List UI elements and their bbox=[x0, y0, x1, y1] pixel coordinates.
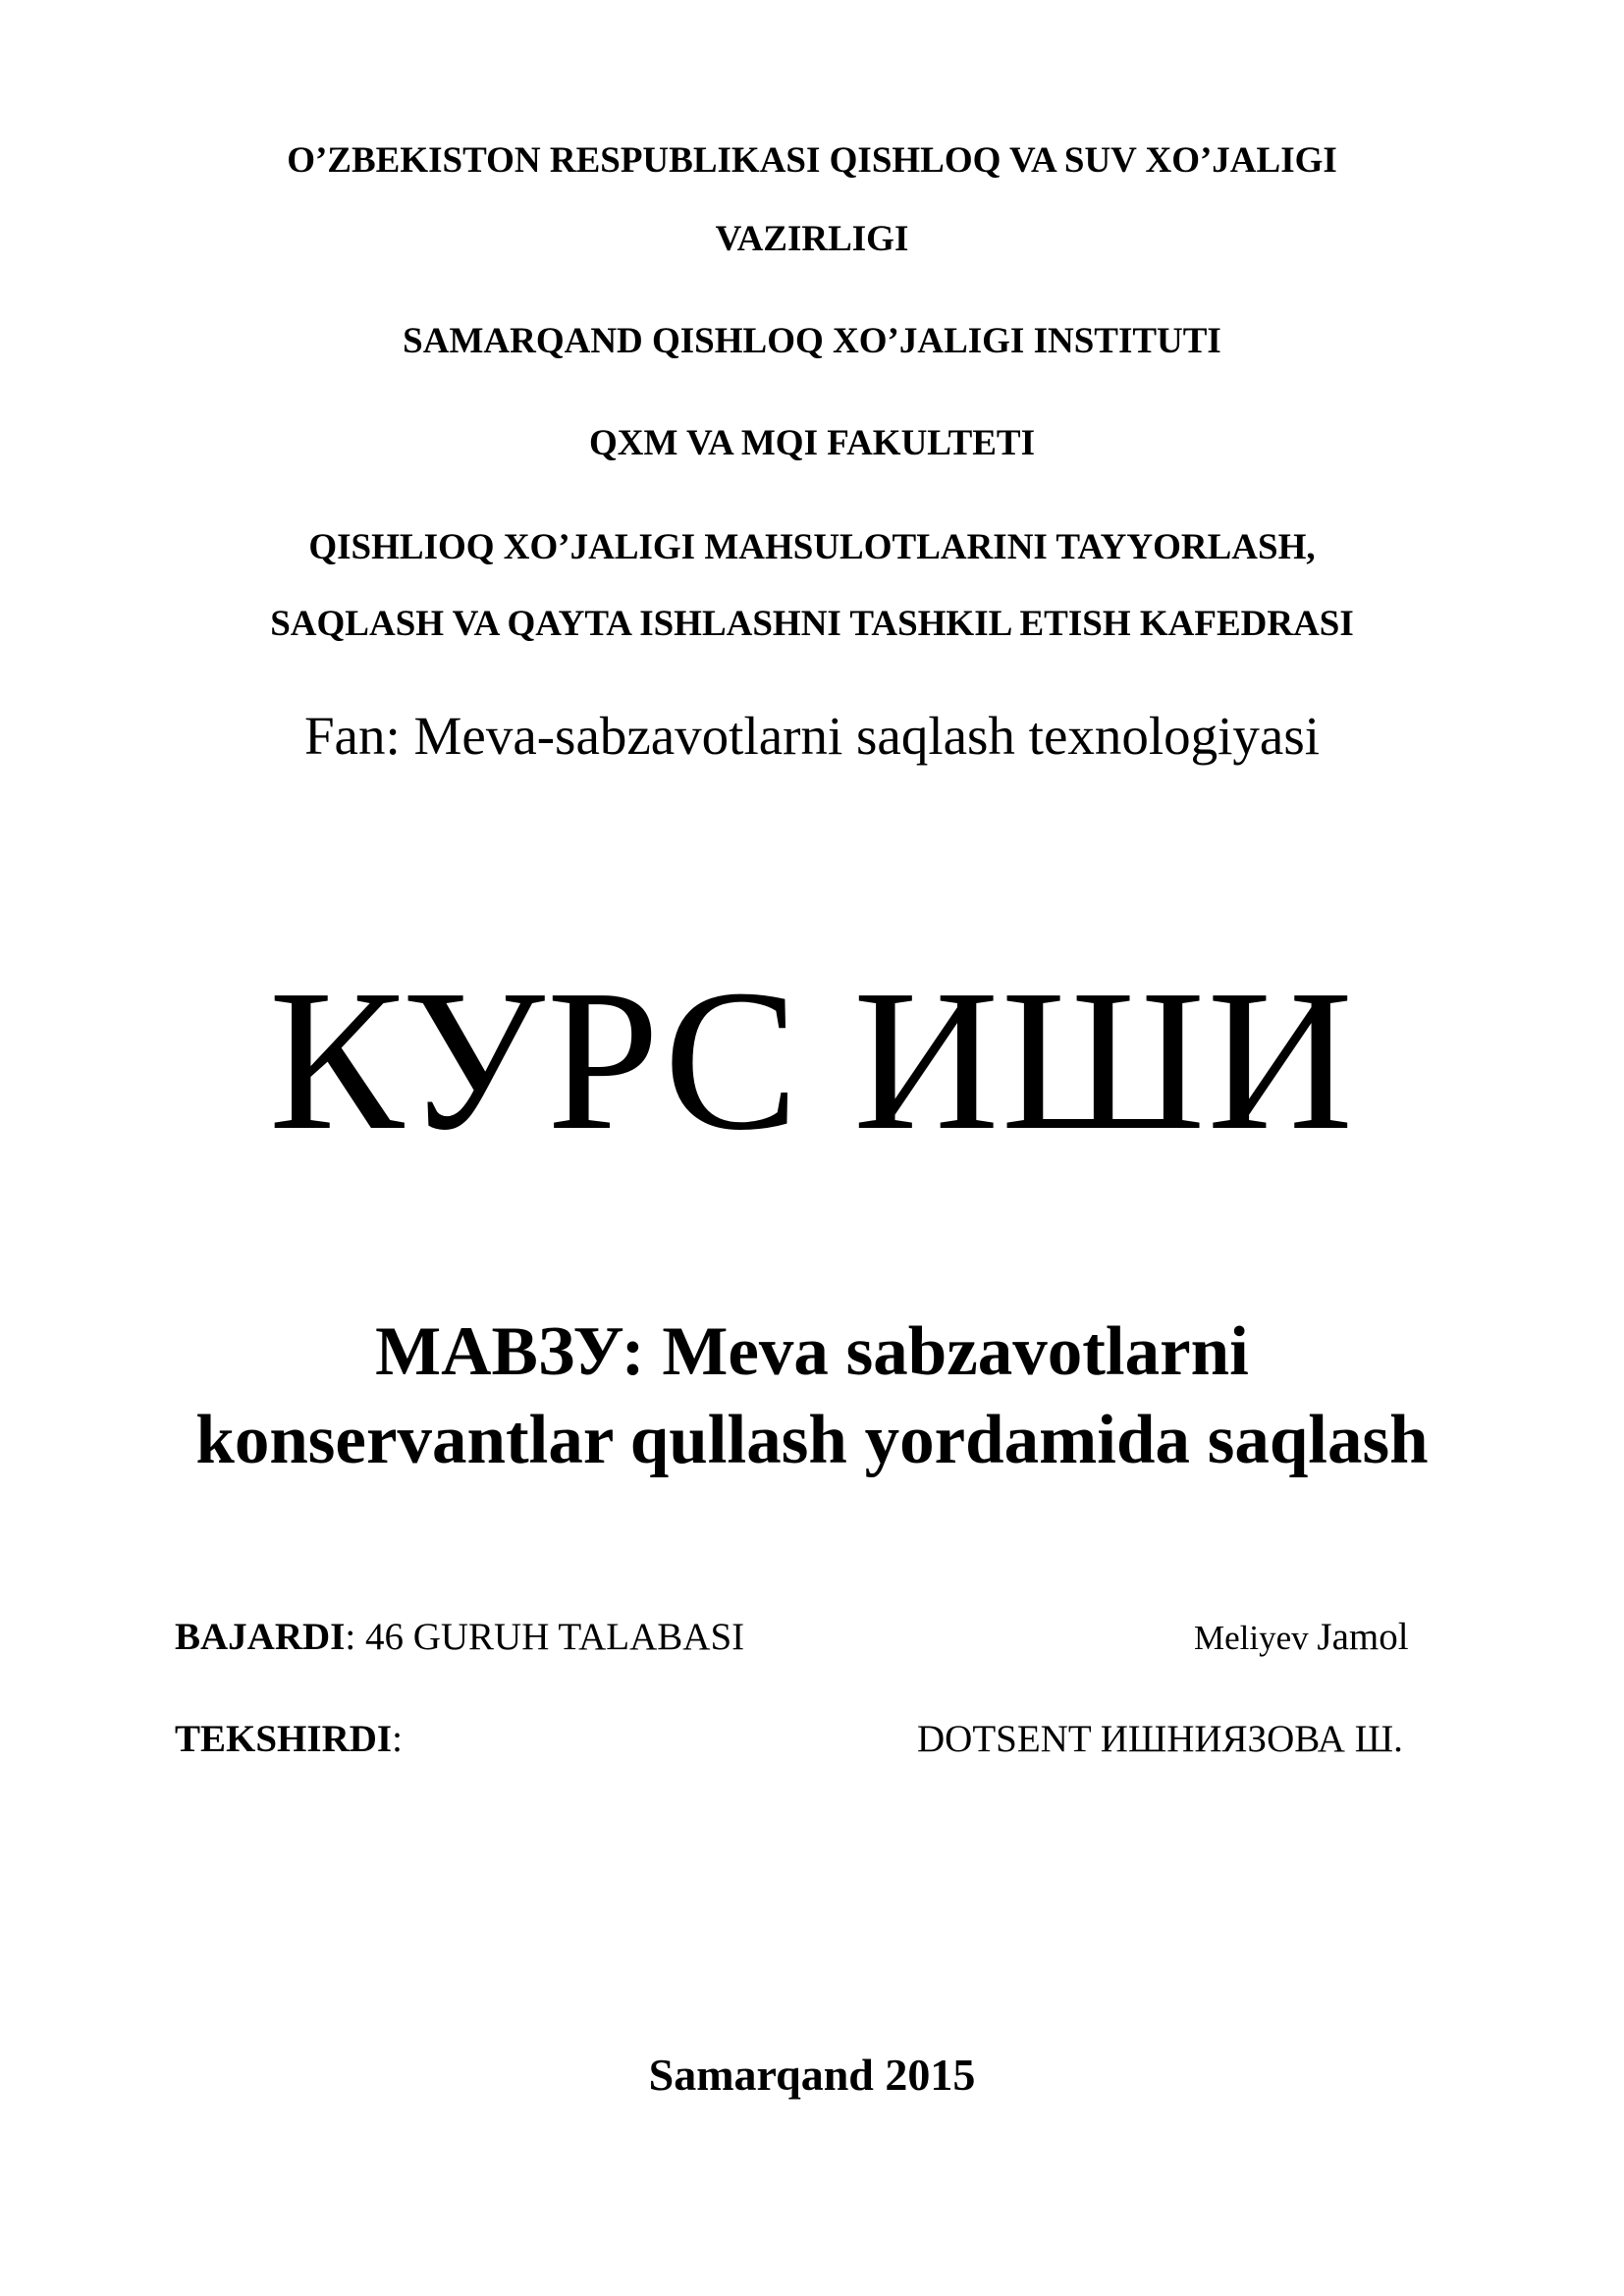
ministry-line-1: O’ZBEKISTON RESPUBLIKASI QISHLOQ VA SUV XO’JALIGI bbox=[287, 140, 1337, 181]
ministry-line-2: VAZIRLIGI bbox=[715, 219, 909, 259]
topic-line-2: konservantlar qullash yordamida saqlash bbox=[195, 1402, 1429, 1478]
institute-name: SAMARQAND QISHLOQ XO’JALIGI INSTITUTI bbox=[403, 321, 1221, 361]
subject-line: Fan: Meva-sabzavotlarni saqlash texnologiyasi bbox=[303, 706, 1321, 766]
performed-group: : 46 GURUH TALABASI bbox=[345, 1616, 745, 1658]
checked-by-row bbox=[175, 1716, 403, 1763]
topic-line-1: МАВЗУ: Meva sabzavotlarni bbox=[375, 1313, 1249, 1390]
student-last-name: Jamol bbox=[1317, 1616, 1409, 1658]
student-name bbox=[1194, 1614, 1409, 1662]
faculty-name: QXM VA MQI FAKULTETI bbox=[588, 423, 1036, 463]
department-line-2: SAQLASH VA QAYTA ISHLASHNI TASHKIL ETISH KAFEDRASI bbox=[270, 604, 1354, 644]
checked-colon: : bbox=[392, 1718, 403, 1760]
checked-label: TEKSHIRDI bbox=[175, 1718, 393, 1760]
teacher-name: DOTSENT ИШНИЯЗОВА Ш. bbox=[917, 1718, 1403, 1760]
department-line-1: QISHLIOQ XO’JALIGI MAHSULOTLARINI TAYYORLASH, bbox=[308, 527, 1316, 567]
city-year: Samarqand 2015 bbox=[648, 2050, 976, 2100]
work-type-title: КУРС ИШИ bbox=[268, 947, 1356, 1172]
performed-label: BAJARDI bbox=[175, 1616, 346, 1658]
student-first-name: Meliyev bbox=[1194, 1619, 1318, 1657]
performed-by-row bbox=[175, 1614, 744, 1661]
